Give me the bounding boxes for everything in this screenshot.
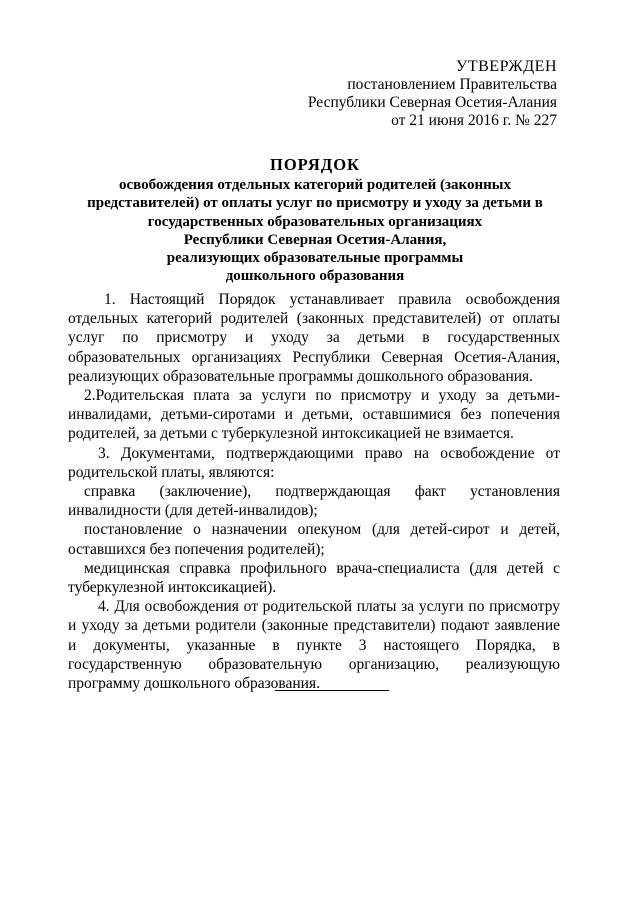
document-subtitle-line: Республики Северная Осетия-Алания, [183, 231, 447, 248]
approval-line: Республики Северная Осетия-Алания [307, 94, 557, 111]
paragraph-3-item-2: постановление о назначении опекуном (для детей-сирот и детей, оставшихся без попечения родителей); [68, 521, 560, 558]
paragraph-3-item-3: медицинская справка профильного врача-специалиста (для детей с туберкулезной интоксикацией). [68, 559, 560, 597]
document-subtitle-line: освобождения отдельных категорий родителей (законных [119, 177, 511, 193]
closing-divider [275, 690, 389, 691]
approval-line: постановлением Правительства [347, 76, 557, 93]
paragraph-4: 4. Для освобождения от родительской платы за услуги по присмотру и уходу за детьми родители (законные представители) подают заявление и документы, указанные в пункте 3 настоящего Порядка, в государственную образовательную организацию, реализующую программу дошкольного образования. [68, 598, 560, 693]
document-subtitle-line: представителей) от оплаты услуг по присмотру и уходу за детьми в [87, 195, 543, 212]
document-heading [70, 155, 560, 286]
document-body [68, 290, 560, 693]
document-subtitle-line: дошкольного образования [225, 268, 405, 285]
paragraph-3-item-1: справка (заключение), подтверждающая факт установления инвалидности (для детей-инвалидов); [68, 483, 560, 520]
approval-date: от 21 июня 2016 г. № 227 [391, 112, 557, 129]
document-title: ПОРЯДОК [270, 155, 360, 174]
document-subtitle-line: реализующих образовательные программы [166, 250, 464, 267]
approval-stamp: УТВЕРЖДЕН [456, 58, 557, 75]
document-subtitle-line: государственных образовательных организациях [147, 213, 483, 230]
paragraph-3: 3. Документами, подтверждающими право на освобождение от родительской платы, являются: [68, 444, 560, 481]
paragraph-1: 1. Настоящий Порядок устанавливает правила освобождения отдельных категорий родителей (законных представителей) от оплаты услуг по присмотру и уходу за детьми в государственных образовательных организациях Республики Северная Осетия-Алания, реализующих образовательные программы дошкольного образования. [68, 291, 560, 385]
approval-block [308, 58, 557, 130]
paragraph-2: 2.Родительская плата за услуги по присмотру и уходу за детьми-инвалидами, детьми-сиротами и детьми, оставшимися без попечения родителей, за детьми с туберкулезной интоксикацией не взимается. [68, 387, 560, 443]
